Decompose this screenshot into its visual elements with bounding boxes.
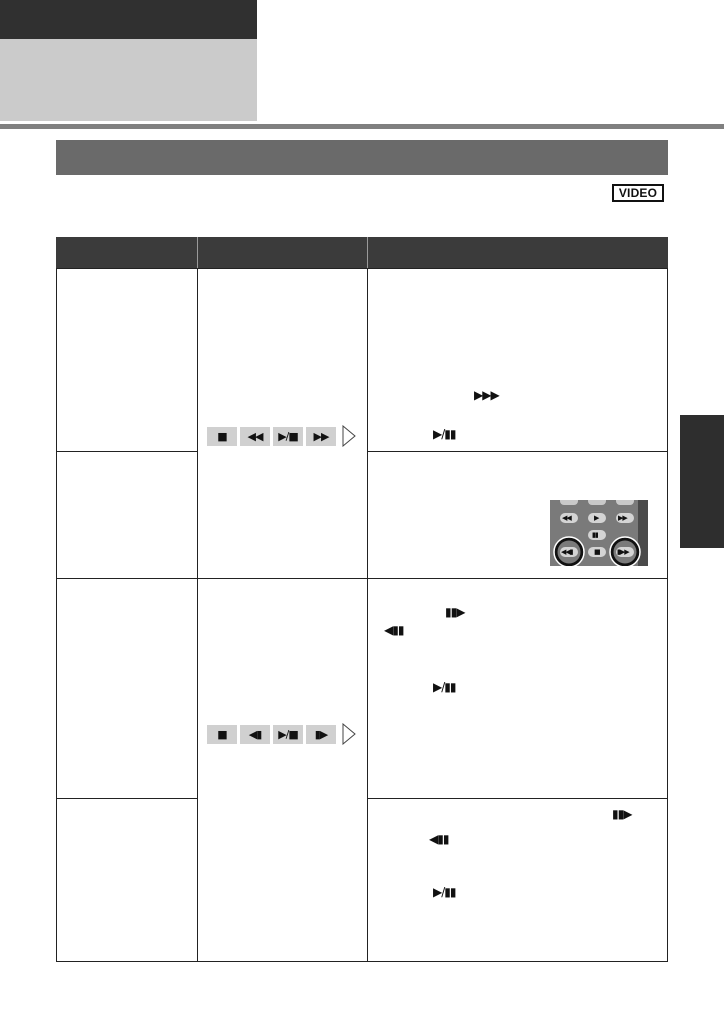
step-back-icon: ◀▮▮	[384, 623, 404, 637]
remote-stop-icon: ■	[594, 548, 600, 556]
step-back-icon: ◀▮▮	[429, 832, 449, 846]
play-stop-icon: ▶/■	[273, 427, 303, 446]
chapter-header-gray-block	[0, 39, 257, 121]
remote-rewind-icon: ◀◀	[562, 514, 571, 522]
remote-pause-icon: ▮▮	[592, 531, 598, 539]
next-arrow-icon	[342, 723, 356, 745]
stop-icon: ■	[207, 427, 237, 446]
play-pause-icon: ▶/▮▮	[433, 427, 456, 441]
next-arrow-icon	[342, 425, 356, 447]
remote-buttons-graphic	[550, 500, 648, 566]
table-border-left	[56, 268, 57, 962]
operations-table	[56, 237, 668, 962]
header-separator	[197, 237, 198, 268]
transport-buttons-playback	[207, 427, 356, 447]
row-separator	[367, 451, 668, 452]
frame-forward-icon: ▮▶	[306, 725, 336, 744]
row-separator	[56, 451, 198, 452]
table-header-row	[56, 237, 668, 268]
step-forward-icon: ▮▮▶	[445, 605, 465, 619]
play-stop-icon: ▶/■	[273, 725, 303, 744]
rewind-icon: ◀◀	[240, 427, 270, 446]
side-chapter-tab	[680, 415, 724, 548]
section-title-bar	[56, 140, 668, 175]
frame-back-icon: ◀▮	[240, 725, 270, 744]
table-header-rule	[56, 268, 668, 269]
header-separator	[367, 237, 368, 268]
fast-forward-icon: ▶▶	[306, 427, 336, 446]
table-border-bottom	[56, 961, 668, 962]
play-pause-icon: ▶/▮▮	[433, 680, 456, 694]
remote-play-icon: ▶	[594, 514, 599, 522]
column-separator	[197, 268, 198, 962]
remote-fast-forward-icon: ▶▶	[618, 514, 627, 522]
table-border-right	[667, 268, 668, 962]
row-separator	[367, 798, 668, 799]
transport-buttons-frame	[207, 725, 356, 745]
header-rule	[0, 124, 724, 129]
row-separator	[56, 578, 668, 579]
play-pause-icon: ▶/▮▮	[433, 885, 456, 899]
step-forward-icon: ▮▮▶	[612, 807, 632, 821]
fast-forward-icon: ▶▶▶	[474, 388, 499, 402]
row-separator	[56, 798, 198, 799]
remote-skip-back-icon: ◀◀▮	[561, 548, 573, 556]
remote-skip-forward-icon: ▮▶▶	[617, 548, 629, 556]
video-mode-badge: VIDEO	[612, 184, 664, 202]
column-separator	[367, 268, 368, 962]
stop-icon: ■	[207, 725, 237, 744]
chapter-header-dark-block	[0, 0, 257, 39]
remote-control-illustration	[550, 500, 648, 566]
